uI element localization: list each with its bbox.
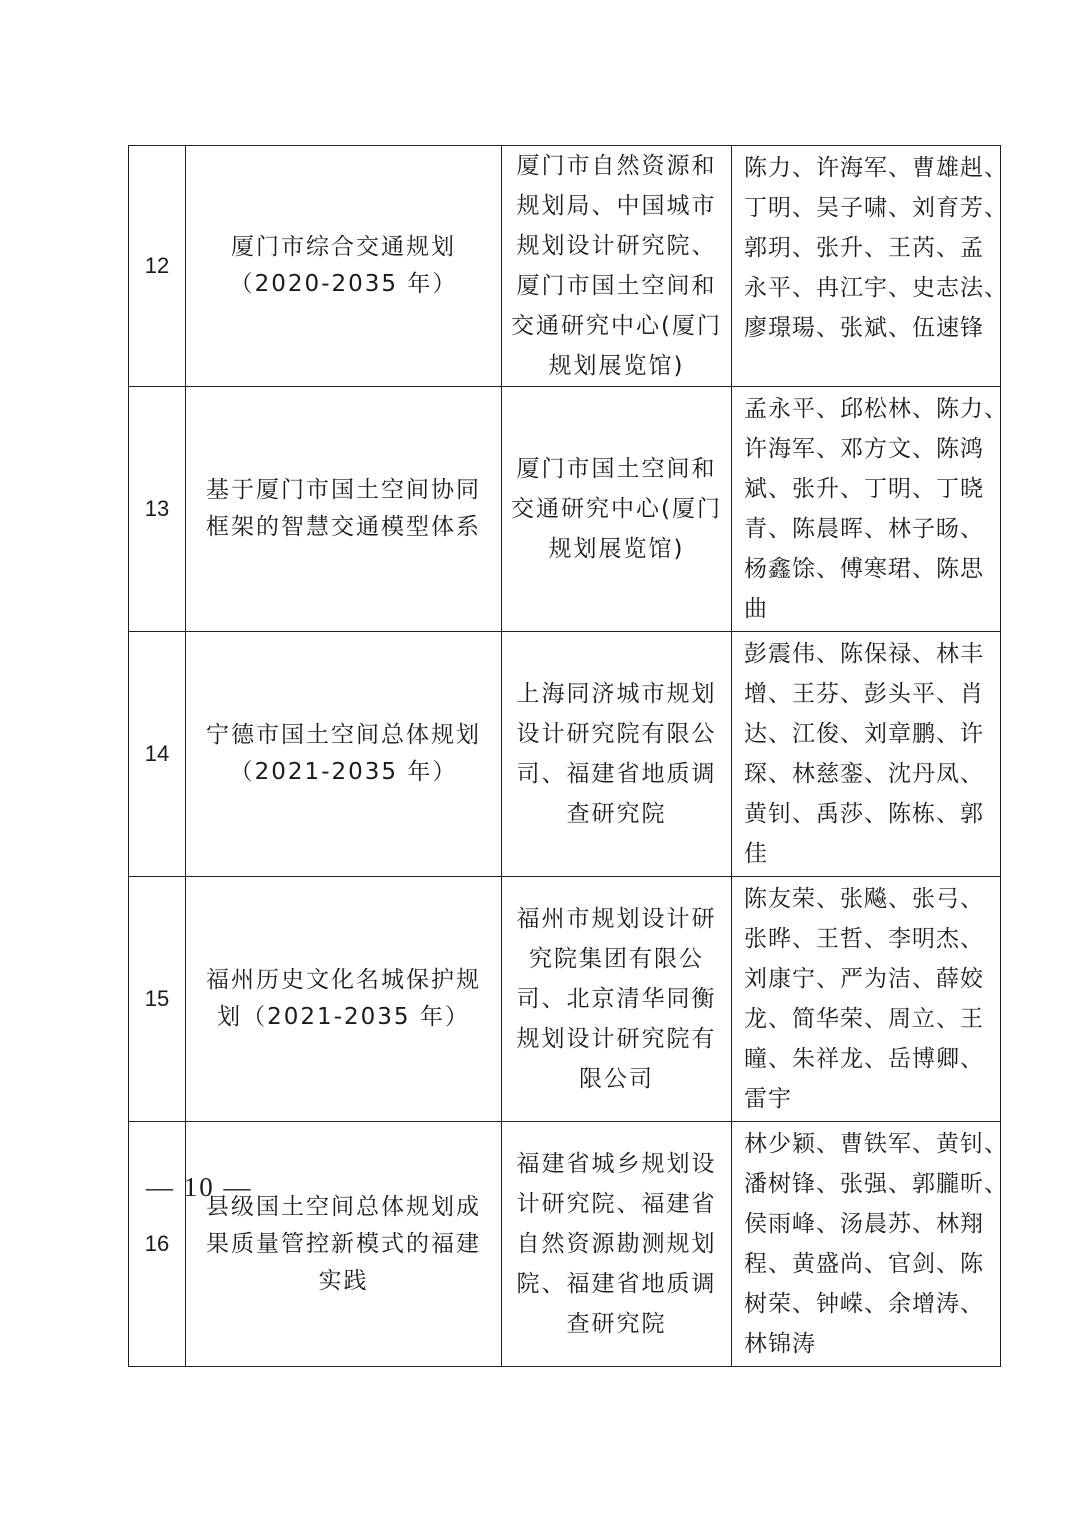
participants-line: 侯雨峰、汤晨苏、林翔	[744, 1211, 984, 1237]
project-name	[186, 1122, 502, 1367]
organization-line: 司、福建省地质调	[516, 761, 717, 787]
project-name-line: 福州历史文化名城保护规	[206, 967, 481, 993]
organization-line: 福州市规划设计研	[516, 906, 717, 932]
project-name-line: 厦门市综合交通规划	[231, 234, 456, 260]
organization-line: 司、北京清华同衡	[516, 986, 717, 1012]
participants	[732, 877, 1001, 1122]
organization-line: 自然资源勘测规划	[516, 1231, 717, 1257]
organization-line: 查研究院	[566, 801, 667, 827]
participants-line: 永平、冉江宇、史志法、	[744, 275, 1008, 301]
participants-line: 斌、张升、丁明、丁晓	[744, 476, 984, 502]
table-row	[129, 632, 1001, 877]
participants	[732, 632, 1001, 877]
project-name-line: （2020-2035 年）	[229, 271, 458, 297]
participants-line: 郭玥、张升、王芮、孟	[744, 235, 984, 261]
project-name-line: 宁德市国土空间总体规划	[206, 722, 481, 748]
organization-line: 规划局、中国城市	[516, 193, 717, 219]
organization	[502, 387, 732, 632]
participants-line: 黄钊、禹莎、陈栋、郭	[744, 801, 984, 827]
organization-line: 规划展览馆)	[548, 536, 685, 562]
row-number: 15	[129, 877, 186, 1122]
organization-line: 究院集团有限公	[529, 946, 704, 972]
project-name-line: （2021-2035 年）	[229, 759, 458, 785]
participants-line: 琛、林慈銮、沈丹凤、	[744, 761, 984, 787]
organization	[502, 632, 732, 877]
row-number: 12	[129, 146, 186, 387]
participants-line: 丁明、吴子啸、刘育芳、	[744, 195, 1008, 221]
participants-line: 张晔、王哲、李明杰、	[744, 926, 984, 952]
participants-line: 彭震伟、陈保禄、林丰	[744, 641, 984, 667]
table-row	[129, 1122, 1001, 1367]
participants-line: 曲	[744, 596, 768, 622]
participants	[732, 1122, 1008, 1367]
project-name-line: 划（2021-2035 年）	[217, 1004, 470, 1030]
organization-line: 交通研究中心(厦门	[511, 496, 722, 522]
participants	[732, 146, 1008, 387]
project-name	[186, 632, 502, 877]
participants-line: 陈友荣、张飚、张弓、	[744, 886, 984, 912]
organization	[502, 146, 732, 387]
participants-line: 树荣、钟嵘、余增涛、	[744, 1291, 984, 1317]
organization-line: 规划设计研究院、	[516, 233, 717, 259]
table-row	[129, 877, 1001, 1122]
organization-line: 规划展览馆)	[548, 353, 685, 379]
table-row	[129, 146, 1001, 387]
project-name	[186, 877, 502, 1122]
row-number: 16	[129, 1122, 186, 1367]
project-name-line: 县级国土空间总体规划成	[206, 1193, 481, 1220]
project-name	[186, 387, 502, 632]
participants-line: 杨鑫馀、傅寒珺、陈思	[744, 556, 984, 582]
participants-line: 程、黄盛尚、官剑、陈	[744, 1251, 984, 1277]
organization-line: 规划设计研究院有	[516, 1026, 717, 1052]
participants-line: 达、江俊、刘章鹏、许	[744, 721, 984, 747]
table-row	[129, 387, 1001, 632]
participants-line: 增、王芬、彭头平、肖	[744, 681, 984, 707]
organization-line: 限公司	[579, 1066, 654, 1092]
organization-line: 厦门市自然资源和	[516, 153, 717, 179]
project-name-line: 框架的智慧交通模型体系	[206, 514, 481, 540]
organization-line: 设计研究院有限公	[516, 721, 717, 747]
awards-table	[128, 145, 1008, 1367]
table-body	[129, 146, 1008, 1367]
project-name	[186, 146, 502, 387]
organization-line: 查研究院	[566, 1311, 667, 1337]
organization-line: 厦门市国土空间和	[516, 456, 717, 482]
page-number: — 10 —	[146, 1172, 253, 1202]
participants-line: 孟永平、邱松林、陈力、	[744, 396, 1008, 422]
organization-line: 交通研究中心(厦门	[511, 313, 722, 339]
organization-line: 厦门市国土空间和	[516, 273, 717, 299]
row-number: 13	[129, 387, 186, 632]
project-name-line: 实践	[318, 1267, 369, 1294]
participants-line: 廖璟瑒、张斌、伍速锋	[744, 315, 984, 341]
organization	[502, 877, 732, 1122]
project-name-line: 基于厦门市国土空间协同	[206, 477, 481, 503]
participants-line: 雷宇	[744, 1086, 792, 1112]
participants-line: 刘康宁、严为洁、薛姣	[744, 966, 984, 992]
participants-line: 陈力、许海军、曹雄赳、	[744, 155, 1008, 181]
participants	[732, 387, 1008, 632]
participants-line: 龙、简华荣、周立、王	[744, 1006, 984, 1032]
participants-line: 佳	[744, 841, 768, 867]
organization-line: 福建省城乡规划设	[516, 1151, 717, 1177]
participants-line: 许海军、邓方文、陈鸿	[744, 436, 984, 462]
row-number: 14	[129, 632, 186, 877]
participants-line: 林锦涛	[744, 1331, 816, 1357]
participants-line: 林少颖、曹铁军、黄钊、	[744, 1131, 1008, 1157]
project-name-line: 果质量管控新模式的福建	[206, 1230, 481, 1257]
organization-line: 上海同济城市规划	[516, 681, 717, 707]
participants-line: 青、陈晨晖、林子旸、	[744, 516, 984, 542]
participants-line: 潘树锋、张强、郭朧昕、	[744, 1171, 1008, 1197]
organization	[502, 1122, 732, 1367]
organization-line: 计研究院、福建省	[516, 1191, 717, 1217]
participants-line: 曈、朱祥龙、岳博卿、	[744, 1046, 984, 1072]
organization-line: 院、福建省地质调	[516, 1271, 717, 1297]
